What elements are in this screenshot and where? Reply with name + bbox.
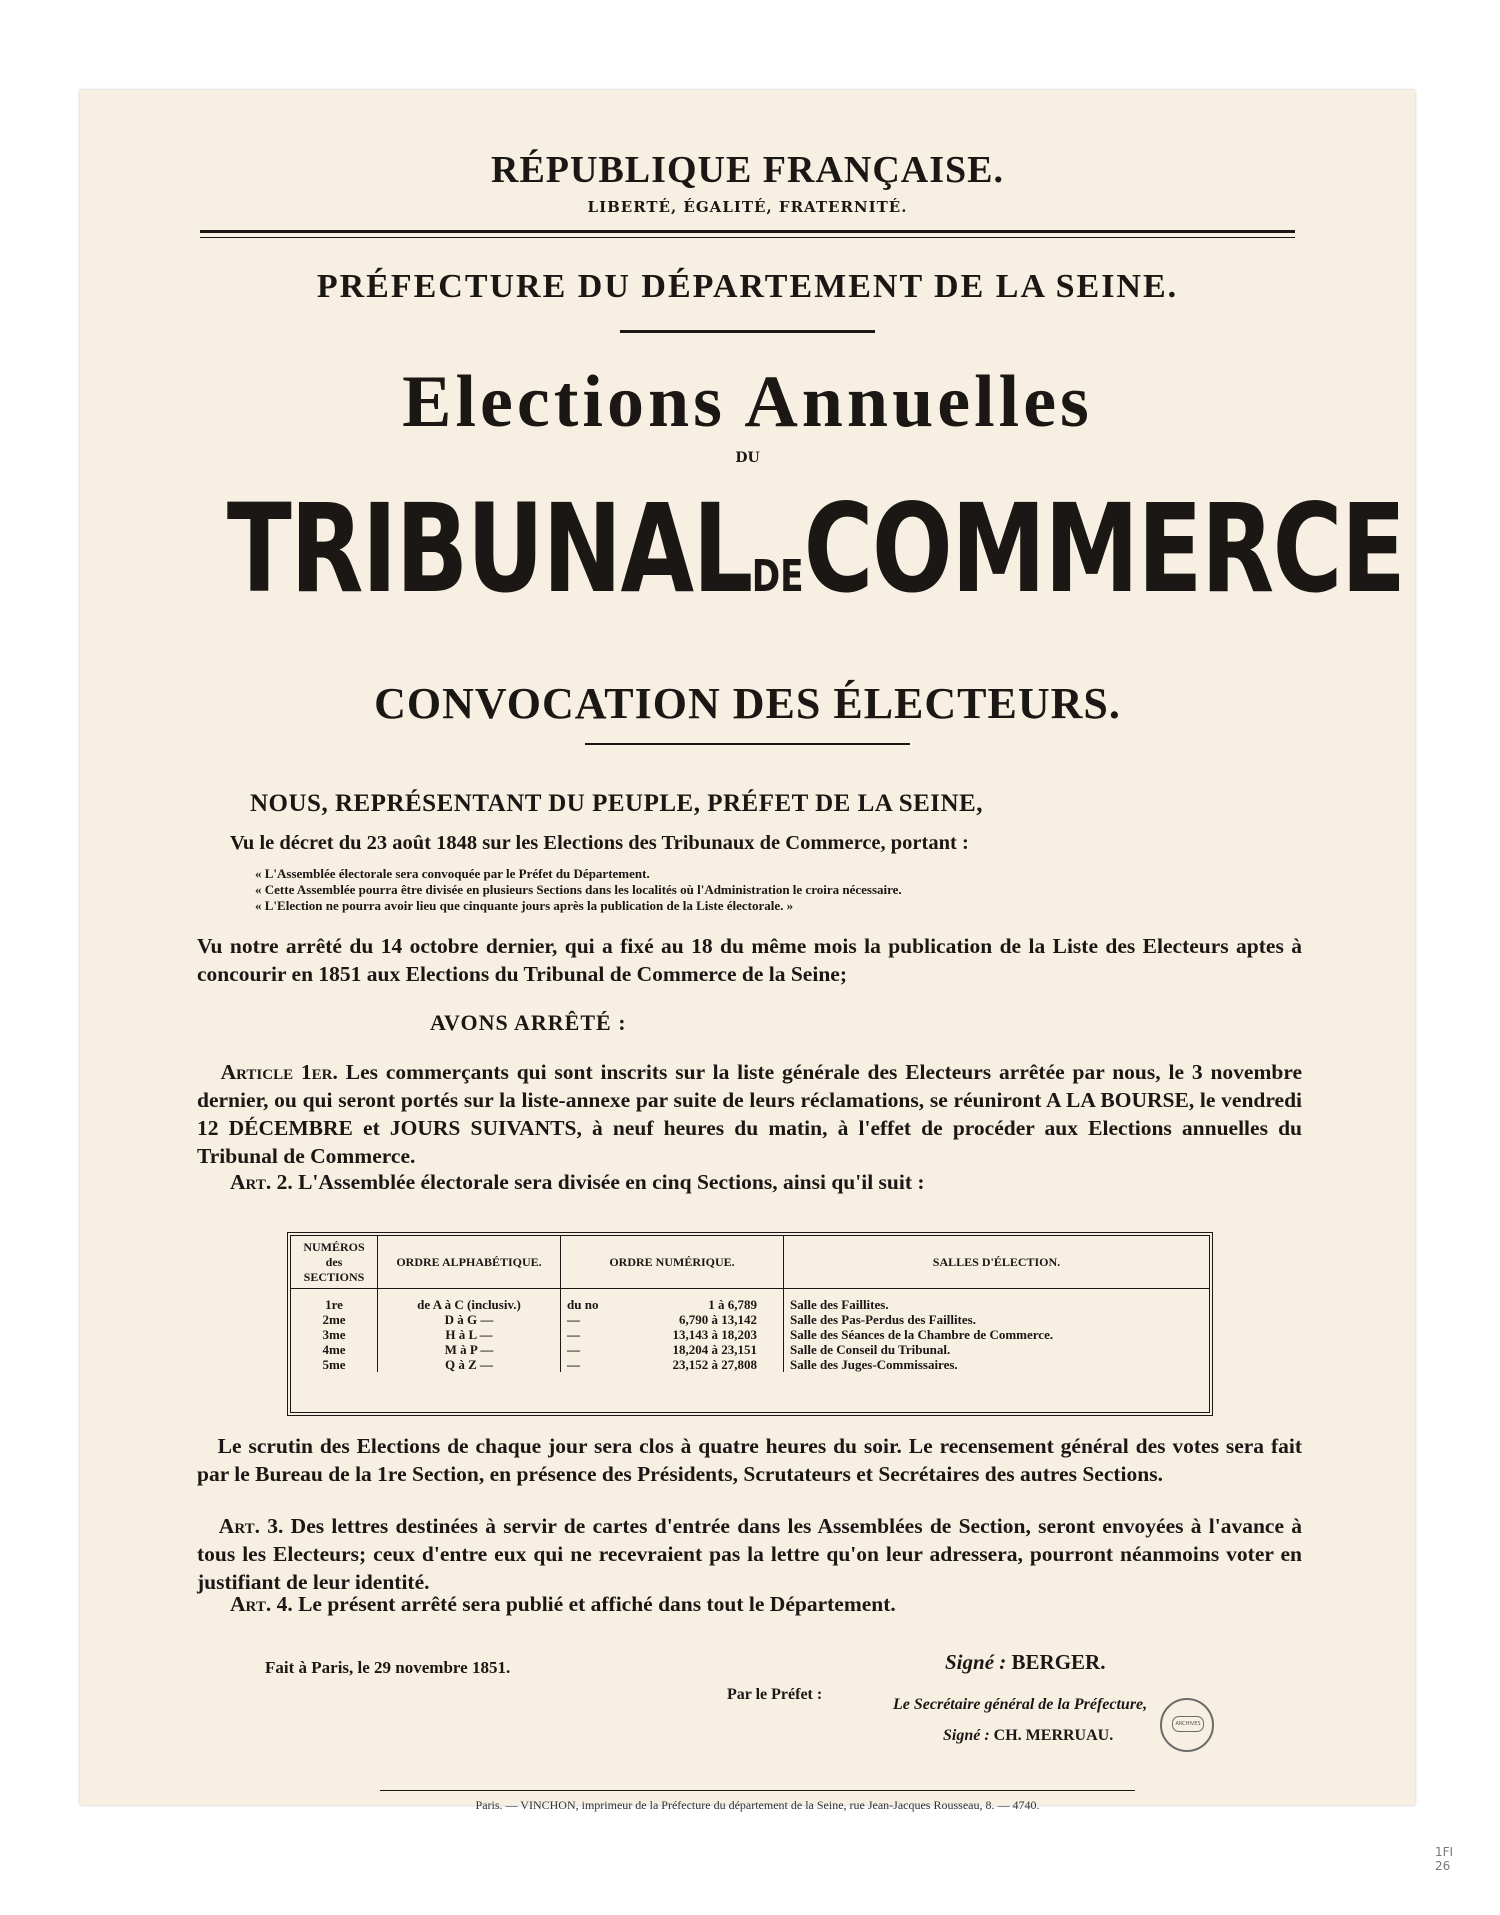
convocation-heading: CONVOCATION DES ÉLECTEURS. <box>374 679 1121 728</box>
alpha-cell: D à G — <box>378 1312 561 1327</box>
signe-name: BERGER. <box>1011 1650 1106 1674</box>
article-4 <box>230 1590 1280 1618</box>
article-label: Article 1er. <box>220 1060 338 1084</box>
table-row <box>291 1342 1209 1357</box>
num-prefix: — <box>567 1327 580 1342</box>
top-rule-thin <box>200 237 1295 238</box>
num-prefix: — <box>567 1357 580 1372</box>
prefecture-heading: PRÉFECTURE DU DÉPARTEMENT DE LA SEINE. <box>316 268 1179 305</box>
num-range: 18,204 à 23,151 <box>672 1342 757 1357</box>
table-row <box>291 1289 1209 1313</box>
signature-prefet <box>945 1650 1105 1675</box>
quote-line: « L'Assemblée électorale sera convoquée par le Préfet du Département. <box>255 866 650 881</box>
num-range: 23,152 à 27,808 <box>672 1357 757 1372</box>
title-elections: Elections Annuelles <box>402 361 1093 443</box>
signature-secretaire <box>943 1727 1113 1745</box>
divider <box>585 743 910 745</box>
salle-cell: Salle des Séances de la Chambre de Commerce. <box>790 1327 1054 1342</box>
decret-quotes <box>255 866 1360 914</box>
vu-decret: Vu le décret du 23 août 1848 sur les Elections des Tribunaux de Commerce, portant : <box>230 832 969 854</box>
salle-cell: Salle des Faillites. <box>790 1297 889 1312</box>
section-cell: 4me <box>291 1342 378 1357</box>
motto: LIBERTÉ, ÉGALITÉ, FRATERNITÉ. <box>587 198 908 216</box>
salle-cell: Salle des Pas-Perdus des Faillites. <box>790 1312 976 1327</box>
table-header: NUMÉROS des SECTIONS <box>291 1236 378 1289</box>
title-de: DE <box>751 551 804 602</box>
alpha-cell: de A à C (inclusiv.) <box>378 1289 561 1313</box>
table-header: ORDRE ALPHABÉTIQUE. <box>378 1236 561 1289</box>
num-range: 13,143 à 18,203 <box>672 1327 757 1342</box>
nous-line: NOUS, REPRÉSENTANT DU PEUPLE, PRÉFET DE LA SEINE, <box>250 790 983 817</box>
scrutin-paragraph <box>197 1432 1302 1488</box>
num-cell <box>561 1342 784 1357</box>
section-cell: 2me <box>291 1312 378 1327</box>
secretaire-general: Le Secrétaire général de la Préfecture, <box>893 1696 1148 1713</box>
article-text: Les commerçants qui sont inscrits sur la liste générale des Electeurs arrêtée par nous, le 3 novembre dernier, ou qui seront portés sur la liste-annexe par suite de leurs réclamations, se réuniront A LA BOURSE, le vendredi 12 DÉCEMBRE et JOURS SUIVANTS, à neuf heures du matin, à l'effet de procéder aux Elections annuelles du Tribunal de Commerce. <box>197 1060 1303 1168</box>
num-cell <box>561 1327 784 1342</box>
top-rule <box>200 230 1295 233</box>
scrutin-text: Le scrutin des Elections de chaque jour sera clos à quatre heures du soir. Le recensement général des votes sera fait par le Bureau de la 1re Section, en présence des Présidents, Scrutateurs et Secrétaires des autres Sections. <box>197 1434 1302 1486</box>
signe-name: CH. MERRUAU. <box>993 1727 1114 1744</box>
alpha-cell: H à L — <box>378 1327 561 1342</box>
article-1 <box>197 1058 1302 1170</box>
num-prefix: — <box>567 1342 580 1357</box>
table-header: ORDRE NUMÉRIQUE. <box>561 1236 784 1289</box>
printer-footer: Paris. — VINCHON, imprimeur de la Préfecture du département de la Seine, rue Jean-Jacques Rousseau, 8. — 4740. <box>475 1798 1040 1812</box>
salle-cell: Salle des Juges-Commissaires. <box>790 1357 958 1372</box>
section-cell: 5me <box>291 1357 378 1372</box>
article-3 <box>197 1512 1302 1596</box>
num-prefix: du no <box>567 1297 599 1312</box>
footer-rule <box>380 1790 1135 1791</box>
section-cell: 3me <box>291 1327 378 1342</box>
title-commerce: COMMERCE <box>803 478 1405 620</box>
fait-a-paris: Fait à Paris, le 29 novembre 1851. <box>265 1658 511 1677</box>
title-tribunal: TRIBUNAL <box>226 478 752 620</box>
salle-cell: Salle de Conseil du Tribunal. <box>790 1342 951 1357</box>
signe-label: Signé : <box>945 1650 1007 1674</box>
article-2 <box>230 1170 1335 1195</box>
num-prefix: — <box>567 1312 580 1327</box>
divider <box>620 330 875 333</box>
num-cell <box>561 1289 784 1313</box>
num-cell <box>561 1357 784 1372</box>
archive-stamp <box>1160 1698 1214 1752</box>
article-text: Des lettres destinées à servir de cartes d'entrée dans les Assemblées de Section, seront envoyées à l'avance à tous les Electeurs; ceux d'entre eux qui ne recevraient pas la lettre qu'on leur adressera, pourront néanmoins voter en justifiant de leur identité. <box>197 1514 1303 1594</box>
republique-heading: RÉPUBLIQUE FRANÇAISE. <box>491 149 1004 191</box>
alpha-cell: M à P — <box>378 1342 561 1357</box>
table-row <box>291 1312 1209 1327</box>
article-text: L'Assemblée électorale sera divisée en cinq Sections, ainsi qu'il suit : <box>298 1170 925 1194</box>
alpha-cell: Q à Z — <box>378 1357 561 1372</box>
table-row <box>291 1327 1209 1342</box>
stamp-label: ARCHIVES <box>1172 1716 1204 1732</box>
poster-sheet <box>80 90 1454 1873</box>
signe-label: Signé : <box>943 1727 990 1744</box>
num-range: 6,790 à 13,142 <box>679 1312 757 1327</box>
section-cell: 1re <box>291 1289 378 1313</box>
article-label: Art. 3. <box>218 1514 284 1538</box>
title-du: DU <box>735 450 760 466</box>
quote-line: « L'Election ne pourra avoir lieu que cinquante jours après la publication de la Liste électorale. » <box>255 898 794 913</box>
avons-arrete: AVONS ARRÊTÉ : <box>430 1010 627 1035</box>
archive-reference: 1FI 26 <box>1435 1845 1454 1873</box>
table-row <box>291 1357 1209 1372</box>
sections-table <box>287 1232 1213 1416</box>
num-range: 1 à 6,789 <box>708 1297 757 1312</box>
num-cell <box>561 1312 784 1327</box>
article-label: Art. 4. <box>230 1592 293 1616</box>
par-le-prefet: Par le Préfet : <box>727 1686 823 1703</box>
vu-arrete: Vu notre arrêté du 14 octobre dernier, qui a fixé au 18 du même mois la publication de la Liste des Electeurs aptes à concourir en 1851 aux Elections du Tribunal de Commerce de la Seine; <box>197 934 1302 986</box>
article-text: Le présent arrêté sera publié et affiché dans tout le Département. <box>298 1592 896 1616</box>
table-header: SALLES D'ÉLECTION. <box>784 1236 1210 1289</box>
title-tribunal-de-commerce <box>226 478 1405 620</box>
article-label: Art. 2. <box>230 1170 293 1194</box>
quote-line: « Cette Assemblée pourra être divisée en plusieurs Sections dans les localités où l'Administration le croira nécessaire. <box>255 882 902 897</box>
